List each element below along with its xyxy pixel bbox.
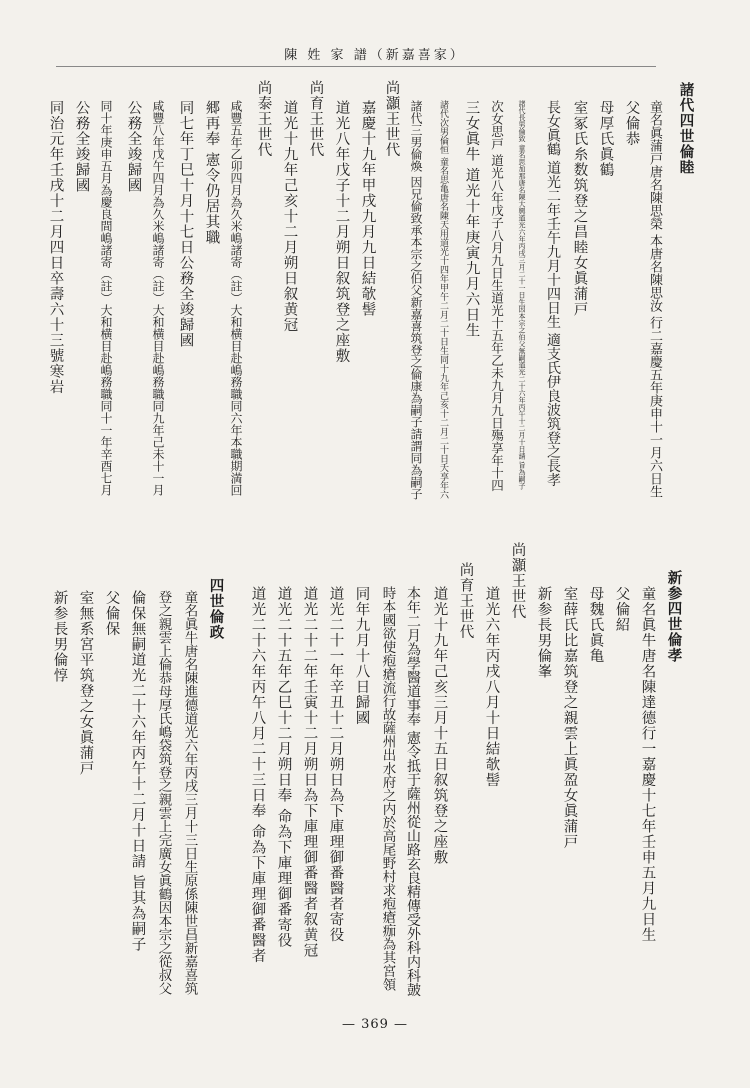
text-line: 道光二十二年壬寅十二月朔日為下庫理御番醫者叙黄冠 — [301, 586, 318, 958]
text-line: 道光六年丙戌八月十日結欹髻 — [483, 586, 500, 788]
text-line: 道光二十五年乙巳十二月朔日奉 命為下庫理御番寄役 — [275, 586, 292, 949]
text-line: 同七年丁巳十月十七日公務全竣歸國 — [177, 100, 194, 348]
text-line: 童名眞牛唐名陳進德道光六年丙戌三月十三日生原係陳世昌新嘉喜筑 — [181, 590, 198, 995]
lower-title-2: 四世倫政 — [207, 578, 225, 640]
text-line: 室薛氏比嘉筑登之親雲上眞盈女眞蒲戸 — [561, 586, 578, 850]
text-line: 室冢氏糸数筑登之昌睦女眞蒲戸 — [571, 100, 588, 317]
text-line: 三女眞牛 道光十年庚寅九月六日生 — [463, 100, 480, 339]
text-line: 新参長男倫惇 — [51, 590, 68, 683]
text-line: 次女思戸 道光八年戊子八月九日生道光十五年乙未九月九日殤享年十四 — [489, 100, 505, 492]
text-line: 諸代長男倫致 童名思加那唐名陳大興道光六年丙戌三月二十一日生因本宗之伯父無嗣道光二十六年丙午十二月十日請 旨為嗣子 — [518, 100, 526, 490]
page-number: — 369 — — [341, 1017, 409, 1032]
text-line: 母厚氏眞鶴 — [597, 100, 614, 178]
page-header: 陳 姓 家 譜（新嘉喜家） — [284, 48, 466, 63]
lower-title: 新参四世倫孝 — [665, 570, 683, 663]
reign-heading: 尚灝王世代 — [509, 542, 526, 620]
text-line: 咸豐五年乙卯四月為久米嶋諸寄（註）大和横目赴嶋務職同六年本職期満回 — [229, 100, 243, 496]
text-line: 諸代次男倫恒 童名思亀唐名陳天用道光十四年甲午二月二十日生同十九年己亥十二月二十日夭享年六 — [438, 100, 448, 499]
text-line: 父倫保 — [103, 590, 120, 637]
text-line: 父倫恭 — [623, 100, 640, 147]
header-rule — [56, 66, 656, 67]
text-line: 嘉慶十九年甲戌九月九日結欹髻 — [359, 100, 376, 317]
text-line: 室無系宮平筑登之女眞蒲戸 — [77, 590, 94, 776]
text-line: 郷再奉 憲令仍居其職 — [203, 100, 220, 246]
text-line: 父倫紹 — [613, 586, 630, 633]
text-line: 咸豐八年戊午四月為久米嶋諸寄（註）大和横目赴嶋務職同九年己未十一月 — [151, 100, 165, 496]
text-line: 母魏氏眞亀 — [587, 586, 604, 664]
text-line: 同十年庚申五月為慶良間嶋諸寄（註）大和横目赴嶋務職同十一年辛酉七月 — [99, 100, 113, 496]
text-line: 時本國欲使疱瘡流行故薩州出水府之内於高尾野村求疱瘡痂為其宮領 — [379, 586, 396, 991]
reign-heading: 尚育王世代 — [457, 562, 474, 640]
text-line: 同年九月十八日歸國 — [353, 586, 370, 726]
reign-heading: 尚育王世代 — [307, 80, 324, 158]
reign-heading: 尚灝王世代 — [383, 80, 400, 158]
text-line: 道光十九年己亥十二月朔日叙黄冠 — [281, 100, 298, 333]
text-line: 登之親雲上倫恭母厚氏嶋袋筑登之親雲上完廣女眞鶴因本宗之從叔父 — [155, 590, 172, 995]
reign-heading: 尚泰王世代 — [255, 80, 272, 158]
text-line: 新参長男倫峯 — [535, 586, 552, 679]
text-line: 倫保無嗣道光二十六年丙午十二月十日請 旨其為嗣子 — [129, 590, 146, 953]
text-line: 同治元年壬戌十二月四日卒壽六十三號寒岩 — [47, 100, 64, 395]
text-line: 道光二十六年丙午八月二十三日奉 命為下庫理御番醫者 — [249, 586, 266, 964]
text-line: 道光二十一年辛丑十二月朔日為下庫理御番醫者寄役 — [327, 586, 344, 943]
text-line: 道光八年戊子十二月朔日叙筑登之座敷 — [333, 100, 350, 364]
text-line: 諸代三男倫煥 因兄倫致承本宗之伯父新嘉喜筑登之倫康為嗣子請謂同為嗣子 — [409, 100, 423, 500]
text-line: 長女眞鶴 道光二年壬午九月十四日生 適支氏伊良波筑登之長孝 — [545, 100, 561, 487]
text-line: 童名眞蒲戸唐名陳思榮 本唐名陳思汝 行二嘉慶五年庚申十一月六日生 — [647, 100, 662, 499]
text-line: 公務全竣歸國 — [125, 100, 142, 193]
text-line: 本年二月為學醫道事奉 憲令抵于薩州從山路玄良精傳受外科内科皷 — [405, 586, 421, 997]
text-line: 童名眞牛唐名陳達德行一嘉慶十七年壬申五月九日生 — [639, 586, 656, 943]
text-line: 公務全竣歸國 — [73, 100, 90, 193]
upper-title: 諸代四世倫睦 — [677, 82, 695, 175]
text-line: 道光十九年己亥三月十五日叙筑登之座敷 — [431, 586, 448, 865]
